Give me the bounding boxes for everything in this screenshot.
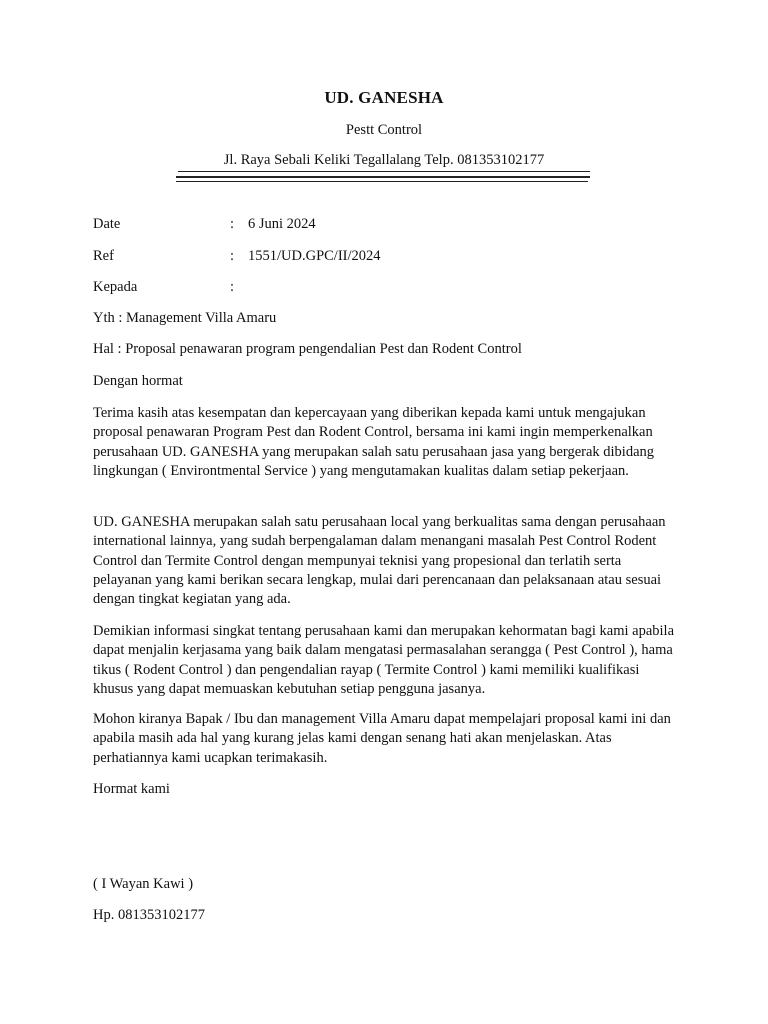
- signatory-name: ( I Wayan Kawi ): [93, 876, 194, 892]
- greeting-line: Dengan hormat: [93, 373, 183, 389]
- signatory-phone: Hp. 081353102177: [93, 907, 205, 923]
- ref-colon: :: [230, 248, 235, 264]
- subject-line: Hal : Proposal penawaran program pengendalian Pest dan Rodent Control: [93, 341, 522, 357]
- company-name: UD. GANESHA: [324, 88, 444, 107]
- paragraph-intro: Terima kasih atas kesempatan dan kepercayaan yang diberikan kepada kami untuk mengajukan proposal penawaran Program Pest dan Rodent Control, bersama ini kami ingin memperkenalkan perusahaan UD. GANESHA yang merupakan salah satu perusahaan jasa yang bergerak dibidang lingkungan ( Environtmental Service ) yang mengutamakan kualitas dalam setiap pekerjaan.: [93, 405, 655, 479]
- letterhead-rule-middle: [176, 176, 590, 178]
- date-value: 6 Juni 2024: [248, 216, 316, 232]
- paragraph-request: Mohon kiranya Bapak / Ibu dan management Villa Amaru dapat mempelajari proposal kami ini dan apabila masih ada hal yang kurang jelas kami dengan senang hati akan menjelaskan. Atas perhatiannya kami ucapkan terimakasih.: [93, 711, 671, 766]
- paragraph-info: Demikian informasi singkat tentang perusahaan kami dan merupakan kehormatan bagi kami apabila dapat menjalin kerjasama yang baik dalam mengatasi permasalahan serangga ( Pest Control ), hama tikus ( Rodent Control ) dan pengendalian rayap ( Termite Control ) kami memiliki kualifikasi khusus yang dapat memuaskan kebutuhan setiap pengguna jasanya.: [93, 623, 675, 697]
- ref-label: Ref: [93, 248, 114, 264]
- recipient-line: Yth : Management Villa Amaru: [93, 310, 277, 326]
- date-colon: :: [230, 216, 235, 232]
- kepada-label: Kepada: [93, 279, 138, 295]
- paragraph-company: UD. GANESHA merupakan salah satu perusahaan local yang berkualitas sama dengan perusahaan international lainnya, yang sudah berpengalaman dalam menangani masalah Pest Control Rodent Control dan Termite Control dengan mempunyai teknisi yang propesional dan terlatih serta pelayanan yang kami berikan secara lengkap, mulai dari perencanaan dan pelaksanaan atau sesuai dengan tingkat kegiatan yang ada.: [93, 514, 666, 608]
- letterhead-rule-top: [178, 171, 590, 172]
- company-address: Jl. Raya Sebali Keliki Tegallalang Telp. 081353102177: [223, 152, 545, 168]
- letterhead-rule-bottom: [176, 181, 588, 182]
- ref-value: 1551/UD.GPC/II/2024: [248, 248, 381, 264]
- kepada-colon: :: [230, 279, 235, 295]
- closing-line: Hormat kami: [93, 781, 170, 797]
- company-subtitle: Pestt Control: [345, 122, 423, 138]
- date-label: Date: [93, 216, 121, 232]
